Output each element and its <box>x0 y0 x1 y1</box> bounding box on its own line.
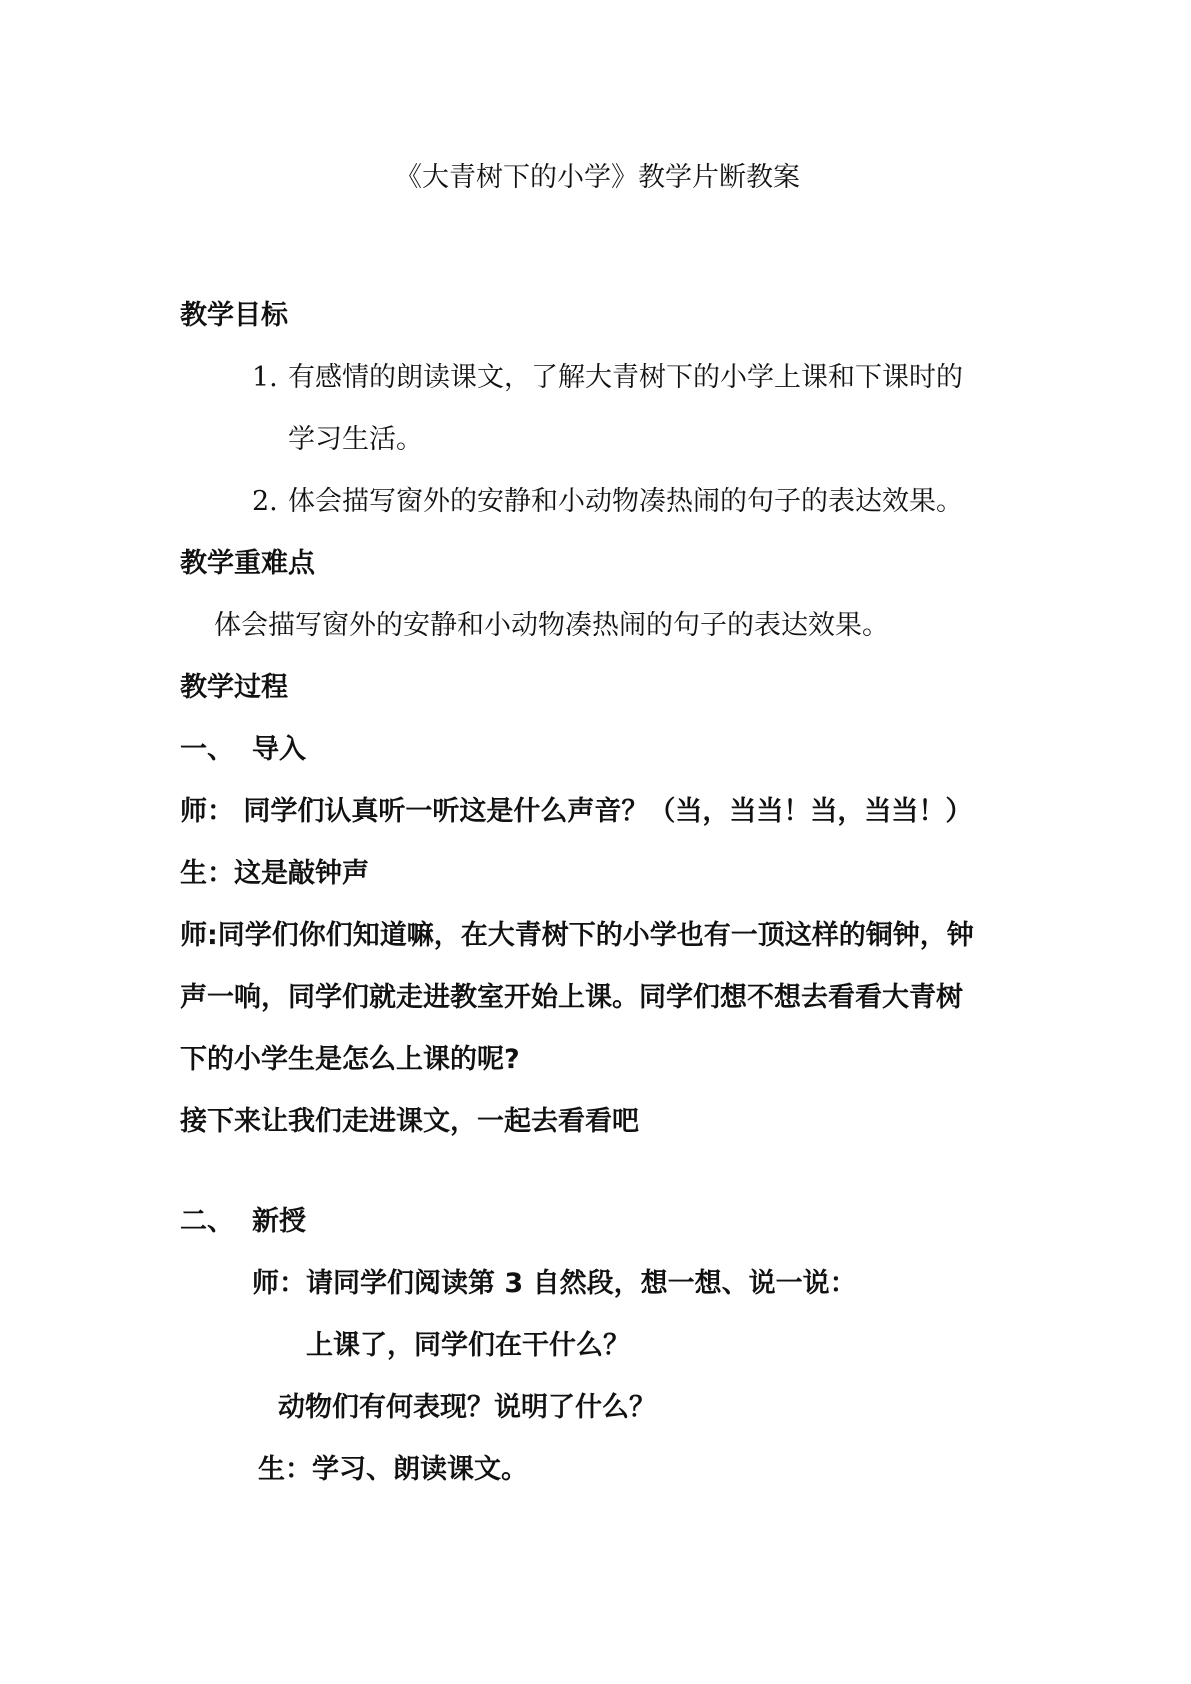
key-points-text: 体会描写窗外的安静和小动物凑热闹的句子的表达效果。 <box>214 610 889 641</box>
process-heading: 教学过程 <box>180 672 288 703</box>
section-2-line-3: 动物们有何表现？说明了什么？ <box>278 1392 656 1423</box>
goal-item-2-text: 体会描写窗外的安静和小动物凑热闹的句子的表达效果。 <box>288 486 963 517</box>
section-1-line-5: 下的小学生是怎么上课的呢? <box>180 1044 520 1075</box>
goal-item-2 <box>252 488 963 515</box>
goal-item-1 <box>252 364 963 391</box>
section-1-line-3: 师:同学们你们知道嘛，在大青树下的小学也有一顶这样的铜钟，钟 <box>180 920 974 951</box>
section-1-line-2: 生：这是敲钟声 <box>180 858 369 889</box>
section-1-line-4: 声一响，同学们就走进教室开始上课。同学们想不想去看看大青树 <box>180 982 963 1013</box>
goal-item-1-number: 1. <box>252 362 278 393</box>
key-points-heading: 教学重难点 <box>180 548 315 579</box>
section-2-line-4: 生：学习、朗读课文。 <box>258 1454 528 1485</box>
section-2-heading <box>180 1208 306 1235</box>
section-2-title: 新授 <box>252 1206 306 1237</box>
section-2-line-1: 师：请同学们阅读第 3 自然段，想一想、说一说： <box>252 1268 857 1299</box>
document-title: 《大青树下的小学》教学片断教案 <box>395 162 800 193</box>
goal-item-1-text: 有感情的朗读课文，了解大青树下的小学上课和下课时的 <box>288 362 963 393</box>
section-1-heading <box>180 736 306 763</box>
section-1-number: 一、 <box>180 734 234 765</box>
section-1-line-6: 接下来让我们走进课文，一起去看看吧 <box>180 1106 639 1137</box>
goals-heading: 教学目标 <box>180 300 288 331</box>
goal-item-1-continuation: 学习生活。 <box>288 424 423 455</box>
section-1-line-1: 师： 同学们认真听一听这是什么声音？（当，当当！当，当当！） <box>180 796 973 827</box>
section-2-line-2: 上课了，同学们在干什么？ <box>306 1330 630 1361</box>
section-2-number: 二、 <box>180 1206 234 1237</box>
section-1-title: 导入 <box>252 734 306 765</box>
goal-item-2-number: 2. <box>252 486 278 517</box>
